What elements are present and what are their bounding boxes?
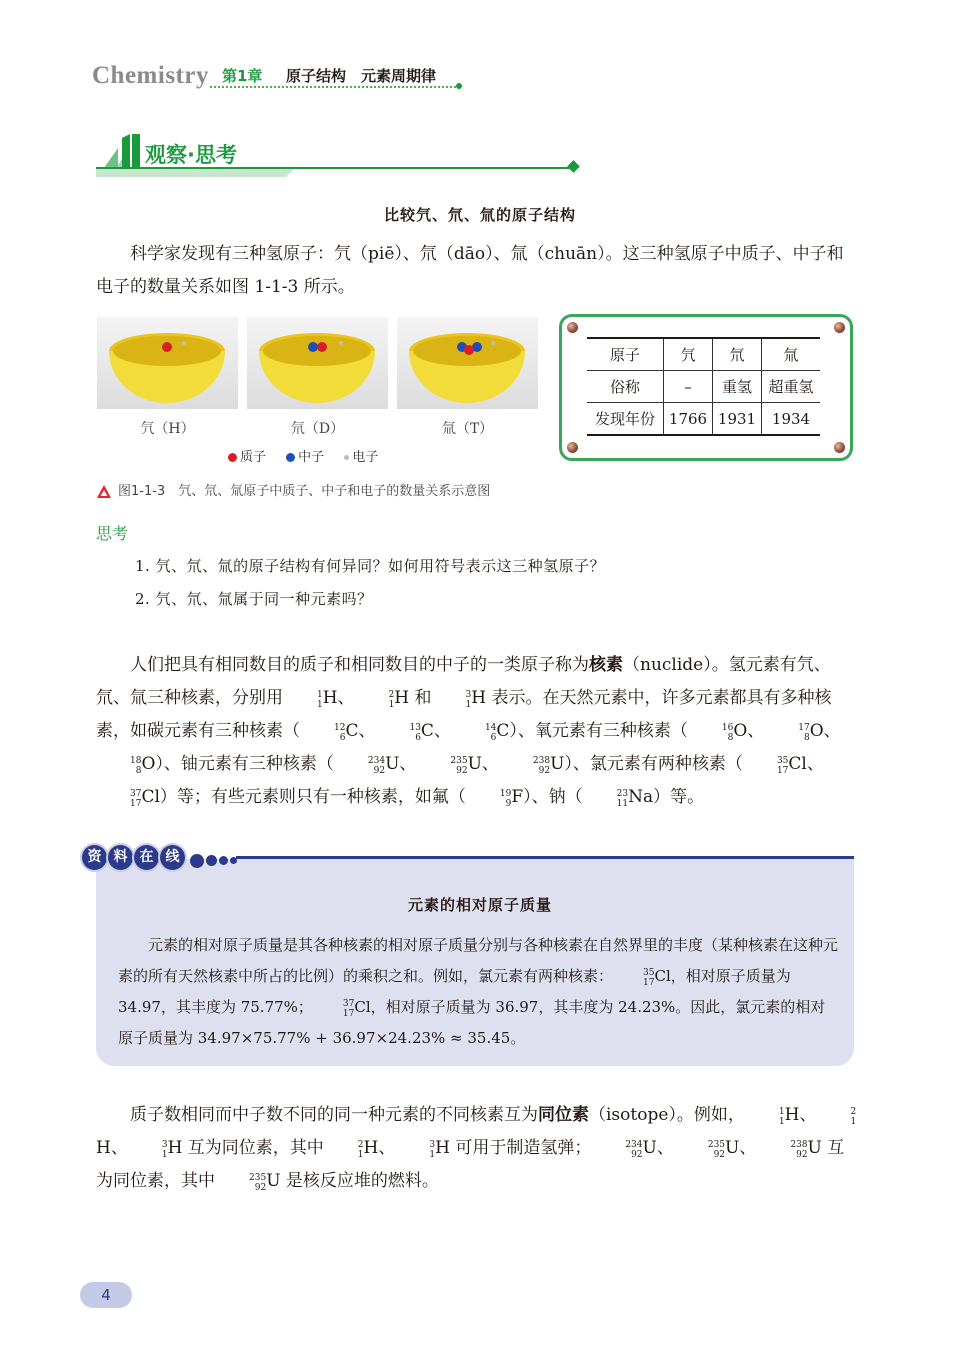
isotope-paragraph: 质子数相同而中子数不同的同一种元素的不同核素互为同位素（isotope）。例如， 1 1 H、 2 1 H、 3 1 H 互为同位素，其中 2 1 H、 3 1 H 可用于制造氢弹； 234 92 U、 235 92 U、 238 92 U 互为同位素，其中 235 92 U 是核反应堆的燃料。 [96, 1105, 857, 1193]
table-row [587, 338, 820, 371]
banner-diamond-icon [567, 160, 580, 173]
isotope-notation: 16 8 [721, 723, 734, 743]
info-badge [82, 845, 186, 870]
header-dotted-line [210, 86, 460, 88]
corner-nut-icon [834, 442, 845, 453]
observe-title: 比较氕、氘、氚的原子结构 [383, 206, 576, 224]
corner-nut-icon [834, 322, 845, 333]
table-cell: 俗称 [587, 371, 664, 403]
isotope-notation: 234 92 [367, 756, 386, 776]
header-dot [456, 83, 462, 89]
table-cell: 氕 [664, 338, 713, 371]
isotope-notation: 18 8 [130, 756, 142, 776]
table-cell: 1931 [713, 403, 762, 436]
table-cell: 发现年份 [587, 403, 664, 436]
isotope-notation: 35 17 [776, 756, 789, 776]
isotope-notation: 2 1 [357, 1140, 364, 1160]
corner-nut-icon [567, 442, 578, 453]
nuclide-paragraph: 人们把具有相同数目的质子和相同数目的中子的一类原子称为核素（nuclide）。氢元素有氕、氘、氚三种核素，分别用 1 1 H、 2 1 H 和 3 1 H 表示。在天然元素中，许多元素都具有多种核素，如碳元素有三种核素（ 12 6 C、 13 6 C、 14 6 C）、氧元素有三种核素（ 16 8 O、 17 8 O、 18 8 O）、铀元素有三种核素（ 234 92 U、 235 92 U、 238 92 U）、氯元素有两种核素（ 35 17 Cl、 37 17 Cl）等；有些元素则只有一种核素，如氟（ 19 9 F）、钠（ 23 11 Na）等。 [96, 655, 841, 809]
badge-char: 资 [82, 845, 107, 870]
caption-protium: 氕（H） [140, 421, 195, 437]
bowl-tritium-image [397, 317, 538, 409]
isotope-notation: 13 6 [409, 723, 421, 743]
table-cell: 重氢 [713, 371, 762, 403]
bowl-deuterium-image [247, 317, 388, 409]
observe-paragraph: 科学家发现有三种氢原子：氕（piē）、氘（dāo）、氚（chuān）。这三种氢原子中质子、中子和电子的数量关系如图 1-1-3 所示。 [96, 244, 844, 297]
section-title: 观察·思考 [145, 143, 237, 167]
info-title: 元素的相对原子质量 [407, 896, 552, 914]
isotope-notation: 37 17 [130, 789, 142, 809]
chapter-number: 第1章 [222, 67, 263, 85]
term-nuclide: 核素 [589, 655, 623, 675]
caption-tritium: 氚（T） [441, 421, 494, 437]
isotope-notation: 3 1 [465, 690, 472, 710]
badge-dots-icon [190, 850, 239, 869]
figure-caption [96, 480, 490, 500]
think-question-2: 2. 氕、氘、氚属于同一种元素吗？ [135, 590, 373, 608]
isotope-notation: 2 1 [850, 1107, 857, 1127]
badge-char: 料 [108, 845, 133, 870]
isotope-notation: 3 1 [161, 1140, 168, 1160]
isotope-notation: 238 92 [532, 756, 551, 776]
think-question-1: 1. 氕、氘、氚的原子结构有何异同？如何用符号表示这三种氢原子？ [135, 557, 606, 575]
neutron-dot-icon [286, 453, 295, 462]
figure-caption-text: 图1-1-3 氕、氘、氚原子中质子、中子和电子的数量关系示意图 [118, 484, 491, 499]
legend-neutron: 中子 [298, 450, 325, 465]
page-number: 4 [80, 1282, 132, 1308]
legend-proton: 质子 [240, 450, 267, 465]
table-cell: 原子 [587, 338, 664, 371]
isotope-notation: 12 6 [334, 723, 346, 743]
discovery-table-card [559, 314, 853, 461]
figure-legend [228, 446, 394, 465]
term-isotope: 同位素 [538, 1105, 589, 1125]
table-cell: 氘 [713, 338, 762, 371]
isotope-notation: 3 1 [429, 1140, 436, 1160]
table-cell: 1766 [664, 403, 713, 436]
discovery-table [587, 337, 820, 436]
info-paragraph: 元素的相对原子质量是其各种核素的相对原子质量分别与各种核素在自然界里的丰度（某种核素在这种元素的所有天然核素中所占的比例）的乘积之和。例如，氯元素有两种核素： 35 17 Cl，相对原子质量为 34.97，其丰度为 75.77%； 37 17 Cl，相对原子质量为 36.97，其丰度为 24.23%。因此，氯元素的相对原子质量为 34.97×75.77% + 36.97×24.23% ≈ 35.45。 [118, 936, 839, 1047]
table-row [587, 403, 820, 436]
isotope-notation: 235 92 [249, 1173, 267, 1193]
think-label: 思考 [96, 524, 129, 543]
isotope-notation: 14 6 [484, 723, 497, 743]
isotope-notation: 1 1 [778, 1107, 785, 1127]
legend-electron: 电子 [352, 450, 379, 465]
chapter-title: 原子结构 元素周期律 [286, 67, 437, 85]
isotope-notation: 235 92 [450, 756, 468, 776]
isotope-notation: 19 9 [499, 789, 512, 809]
bowl-protium-image [97, 317, 238, 409]
isotope-notation: 2 1 [388, 690, 395, 710]
proton-dot-icon [228, 453, 237, 462]
isotope-notation: 234 92 [625, 1140, 643, 1160]
table-cell: 1934 [762, 403, 821, 436]
isotope-notation: 235 92 [707, 1140, 726, 1160]
info-header-line [236, 856, 854, 859]
subject-title: Chemistry [92, 62, 209, 89]
isotope-notation: 35 17 [643, 968, 655, 988]
table-cell: – [664, 371, 713, 403]
isotope-notation: 17 8 [798, 723, 810, 743]
isotope-notation: 1 1 [317, 690, 323, 710]
corner-nut-icon [567, 322, 578, 333]
electron-dot-icon [344, 455, 349, 460]
table-row [587, 371, 820, 403]
banner-tail [96, 167, 296, 179]
isotope-notation: 23 11 [616, 789, 629, 809]
banner-stripes-icon [96, 134, 142, 168]
triangle-marker-icon [96, 484, 112, 500]
isotope-notation: 37 17 [342, 999, 355, 1019]
badge-char: 线 [160, 845, 185, 870]
table-cell: 氚 [762, 338, 821, 371]
isotope-notation: 238 92 [790, 1140, 808, 1160]
badge-char: 在 [134, 845, 159, 870]
table-cell: 超重氢 [762, 371, 821, 403]
caption-deuterium: 氘（D） [290, 421, 345, 437]
